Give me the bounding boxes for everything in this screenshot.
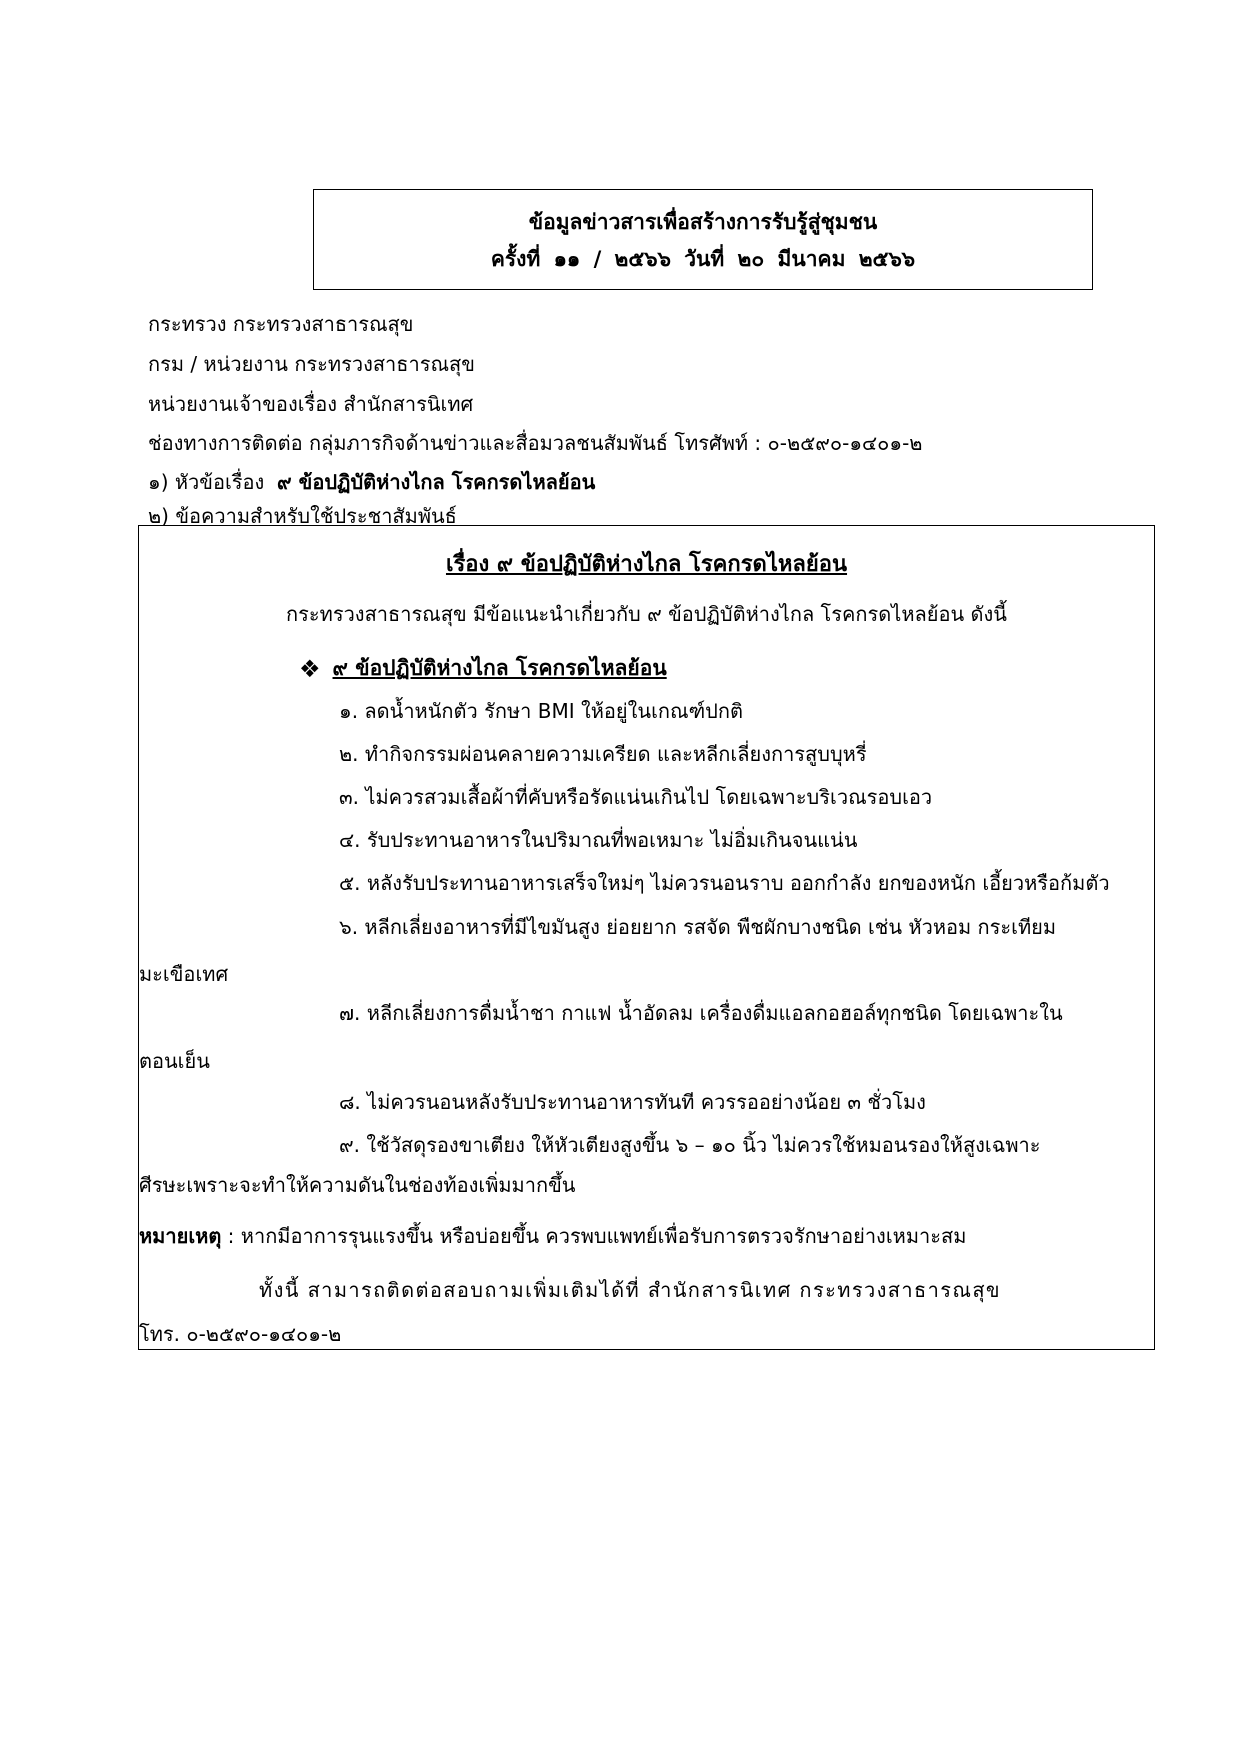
note-label: หมายเหตุ bbox=[139, 1224, 222, 1248]
header-issue-date: ครั้งที่ ๑๑ / ๒๕๖๖ วันที่ ๒๐ มีนาคม ๒๕๖๖ bbox=[490, 247, 916, 271]
diamond-bullet-icon: ❖ bbox=[299, 655, 321, 683]
list-item: ๑. ลดน้ำหนักตัว รักษา BMI ให้อยู่ในเกณฑ์ปกติ bbox=[339, 699, 743, 723]
article-closing: ทั้งนี้ สามารถติดต่อสอบถามเพิ่มเติมได้ที่ สำนักสารนิเทศ กระทรวงสาธารณสุข bbox=[259, 1278, 1002, 1302]
list-item-continuation: มะเขือเทศ bbox=[139, 962, 229, 986]
meta-topic bbox=[148, 466, 595, 498]
meta-owner: หน่วยงานเจ้าของเรื่อง สำนักสารนิเทศ bbox=[148, 392, 474, 416]
list-item: ๘. ไม่ควรนอนหลังรับประทานอาหารทันที ควรรออย่างน้อย ๓ ชั่วโมง bbox=[339, 1090, 926, 1114]
header-title: ข้อมูลข่าวสารเพื่อสร้างการรับรู้สู่ชุมชน bbox=[528, 210, 878, 234]
header-box bbox=[313, 189, 1093, 290]
article-box bbox=[138, 525, 1155, 1350]
list-item: ๕. หลังรับประทานอาหารเสร็จใหม่ๆ ไม่ควรนอนราบ ออกกำลัง ยกของหนัก เอี้ยวหรือก้มตัว bbox=[339, 871, 1110, 895]
list-item: ๒. ทำกิจกรรมผ่อนคลายความเครียด และหลีกเลี่ยงการสูบบุหรี่ bbox=[339, 742, 867, 766]
list-item: ๓. ไม่ควรสวมเสื้อผ้าที่คับหรือรัดแน่นเกินไป โดยเฉพาะบริเวณรอบเอว bbox=[339, 785, 933, 809]
article-subheading bbox=[299, 652, 667, 685]
meta-pr-label: ๒) ข้อความสำหรับใช้ประชาสัมพันธ์ bbox=[148, 504, 457, 528]
list-item-continuation: ศีรษะเพราะจะทำให้ความดันในช่องท้องเพิ่มมากขึ้น bbox=[139, 1173, 576, 1197]
list-item: ๖. หลีกเลี่ยงอาหารที่มีไขมันสูง ย่อยยาก รสจัด พืชผักบางชนิด เช่น หัวหอม กระเทียม bbox=[339, 915, 1057, 939]
meta-department: กรม / หน่วยงาน กระทรวงสาธารณสุข bbox=[148, 352, 475, 376]
article-note bbox=[139, 1220, 966, 1252]
article-title: เรื่อง ๙ ข้อปฏิบัติห่างไกล โรคกรดไหลย้อน bbox=[445, 552, 848, 577]
list-item-continuation: ตอนเย็น bbox=[139, 1049, 210, 1073]
meta-topic-value: ๙ ข้อปฏิบัติห่างไกล โรคกรดไหลย้อน bbox=[277, 470, 596, 494]
note-text: : หากมีอาการรุนแรงขึ้น หรือบ่อยขึ้น ควรพบแพทย์เพื่อรับการตรวจรักษาอย่างเหมาะสม bbox=[221, 1224, 967, 1248]
article-closing-phone: โทร. ๐-๒๕๙๐-๑๔๐๑-๒ bbox=[139, 1322, 342, 1346]
article-subheading-text: ๙ ข้อปฏิบัติห่างไกล โรคกรดไหลย้อน bbox=[332, 656, 667, 680]
meta-contact: ช่องทางการติดต่อ กลุ่มภารกิจด้านข่าวและสื่อมวลชนสัมพันธ์ โทรศัพท์ : ๐-๒๕๙๐-๑๔๐๑-๒ bbox=[148, 431, 923, 455]
list-item: ๙. ใช้วัสดุรองขาเตียง ให้หัวเตียงสูงขึ้น ๖ – ๑๐ นิ้ว ไม่ควรใช้หมอนรองให้สูงเฉพาะ bbox=[339, 1133, 1041, 1157]
meta-topic-label: ๑) หัวข้อเรื่อง bbox=[148, 470, 265, 494]
list-item: ๗. หลีกเลี่ยงการดื่มน้ำชา กาแฟ น้ำอัดลม เครื่องดื่มแอลกอฮอล์ทุกชนิด โดยเฉพาะใน bbox=[339, 1001, 1063, 1025]
list-item: ๔. รับประทานอาหารในปริมาณที่พอเหมาะ ไม่อิ่มเกินจนแน่น bbox=[339, 828, 858, 852]
article-intro: กระทรวงสาธารณสุข มีข้อแนะนำเกี่ยวกับ ๙ ข้อปฏิบัติห่างไกล โรคกรดไหลย้อน ดังนี้ bbox=[286, 602, 1007, 626]
meta-ministry: กระทรวง กระทรวงสาธารณสุข bbox=[148, 312, 414, 336]
